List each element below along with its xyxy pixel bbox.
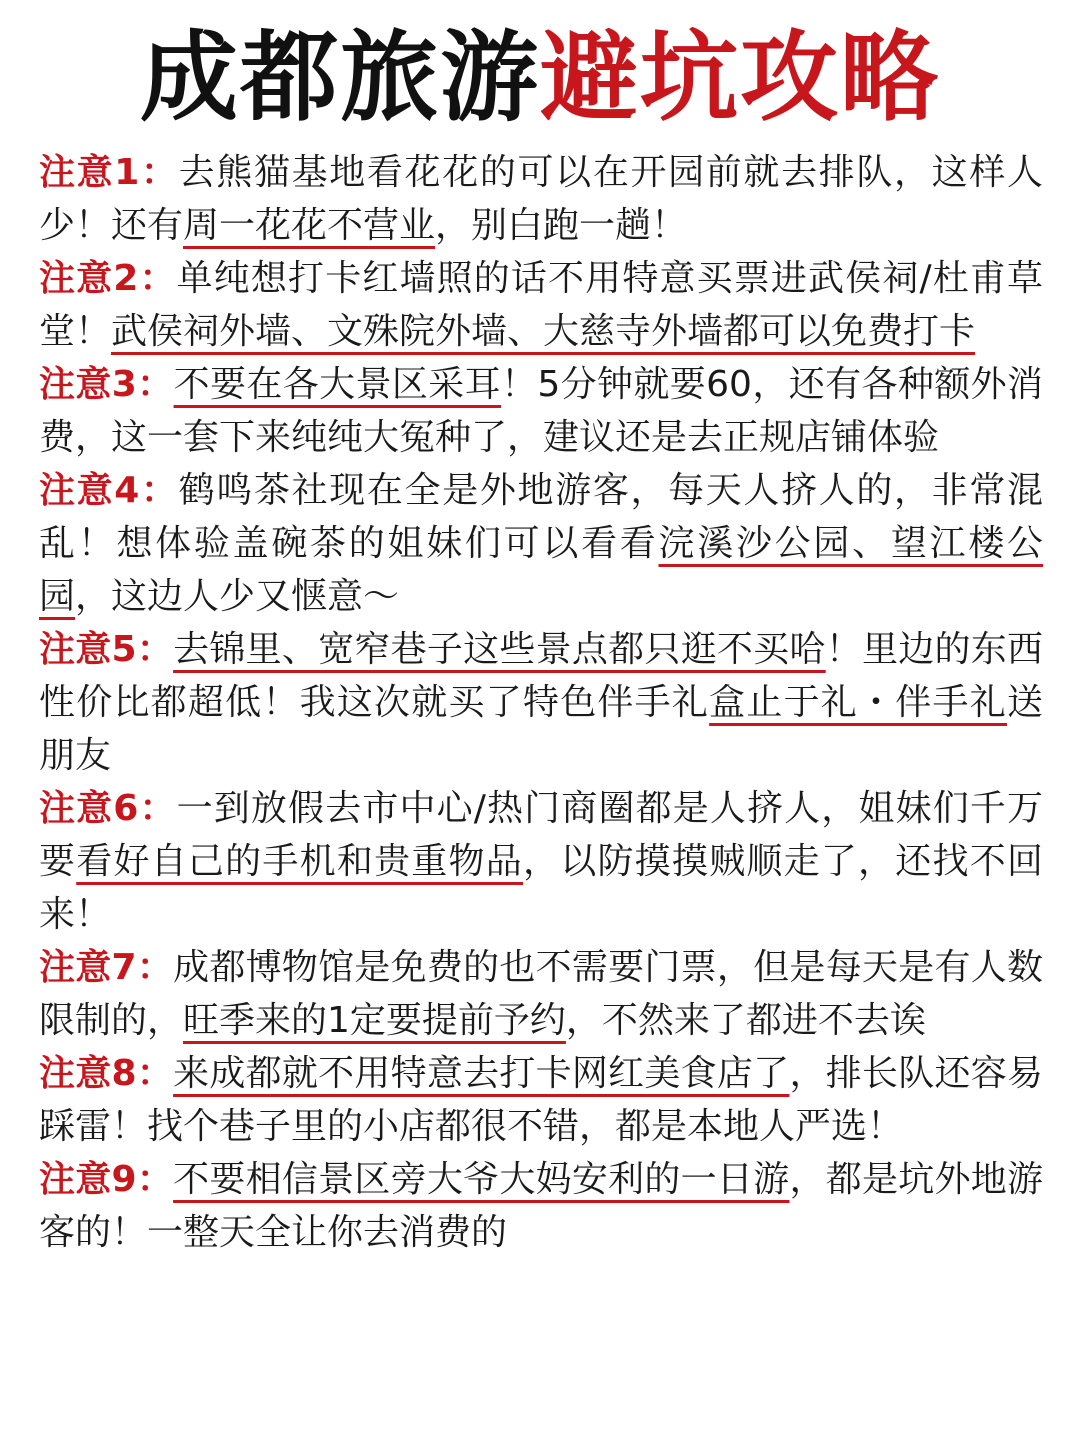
tip-6 xyxy=(39,782,1043,941)
tip-text: ！5分钟就要60，还有各种额外消费，这一套下来纯纯大冤种了，建议还是去正规店铺体验 xyxy=(39,364,1043,458)
tip-8 xyxy=(39,1047,1043,1153)
tip-highlight: 旺季来的1定要提前予约 xyxy=(183,1000,566,1041)
tip-highlight: 不要相信景区旁大爷大妈安利的一日游 xyxy=(173,1159,790,1200)
tip-2 xyxy=(39,252,1043,358)
tip-text: ！里边的东西性价比都超低！我这次就买了特色伴手礼 xyxy=(39,629,1043,723)
tip-5 xyxy=(39,623,1043,782)
tip-label: 注意2： xyxy=(39,258,177,299)
tip-3 xyxy=(39,358,1043,464)
tip-text: ，不然来了都进不去诶 xyxy=(565,1000,926,1041)
tip-text: ，排长队还容易踩雷！找个巷子里的小店都很不错，都是本地人严选！ xyxy=(39,1053,1043,1147)
tip-text: 去熊猫基地看花花的可以在开园前就去排队，这样人少！还有 xyxy=(39,152,1043,246)
tip-9 xyxy=(39,1153,1043,1259)
tip-highlight: 去锦里、宽窄巷子这些景点都只逛不买哈 xyxy=(173,629,826,670)
tip-label: 注意6： xyxy=(39,788,177,829)
tip-text: ，以防摸摸贼顺走了，还找不回来！ xyxy=(39,841,1043,935)
tip-label: 注意1： xyxy=(39,152,179,193)
tip-label: 注意7： xyxy=(39,947,174,988)
tip-text: ，都是坑外地游客的！一整天全让你去消费的 xyxy=(39,1159,1043,1253)
tip-text: 一到放假去市中心/热门商圈都是人挤人，姐妹们千万要 xyxy=(39,788,1043,882)
tips-list xyxy=(39,146,1043,1259)
title-black-part: 成都旅游 xyxy=(139,21,540,135)
tip-text: ，别白跑一趟！ xyxy=(435,205,688,246)
tip-text: 送朋友 xyxy=(39,682,1043,776)
tip-text: 成都博物馆是免费的也不需要门票，但是每天是有人数限制的， xyxy=(39,947,1043,1041)
tip-label: 注意8： xyxy=(39,1053,174,1094)
title-red-part: 避坑攻略 xyxy=(540,21,941,135)
tip-highlight: 盒止于礼・伴手礼 xyxy=(709,682,1007,723)
tip-text: 单纯想打卡红墙照的话不用特意买票进武侯祠/杜甫草堂！ xyxy=(39,258,1043,352)
tip-highlight: 看好自己的手机和贵重物品 xyxy=(76,841,523,882)
tip-highlight: 不要在各大景区采耳 xyxy=(173,364,501,405)
tip-label: 注意3： xyxy=(39,364,174,405)
tip-label: 注意9： xyxy=(39,1159,174,1200)
tip-7 xyxy=(39,941,1043,1047)
tip-label: 注意5： xyxy=(39,629,174,670)
tip-highlight: 武侯祠外墙、文殊院外墙、大慈寺外墙都可以免费打卡 xyxy=(111,311,976,352)
tip-label: 注意4： xyxy=(39,470,179,511)
tip-highlight: 来成都就不用特意去打卡网红美食店了 xyxy=(173,1053,790,1094)
tip-1 xyxy=(39,146,1043,252)
tip-text: 鹤鸣茶社现在全是外地游客，每天人挤人的，非常混乱！想体验盖碗茶的姐妹们可以看看 xyxy=(39,470,1043,564)
page-title xyxy=(0,22,1080,134)
tip-4 xyxy=(39,464,1043,623)
tip-highlight: 浣溪沙公园、望江楼公园 xyxy=(39,523,1043,617)
tip-highlight: 周一花花不营业 xyxy=(183,205,436,246)
tip-text: ，这边人少又惬意～ xyxy=(75,576,400,617)
